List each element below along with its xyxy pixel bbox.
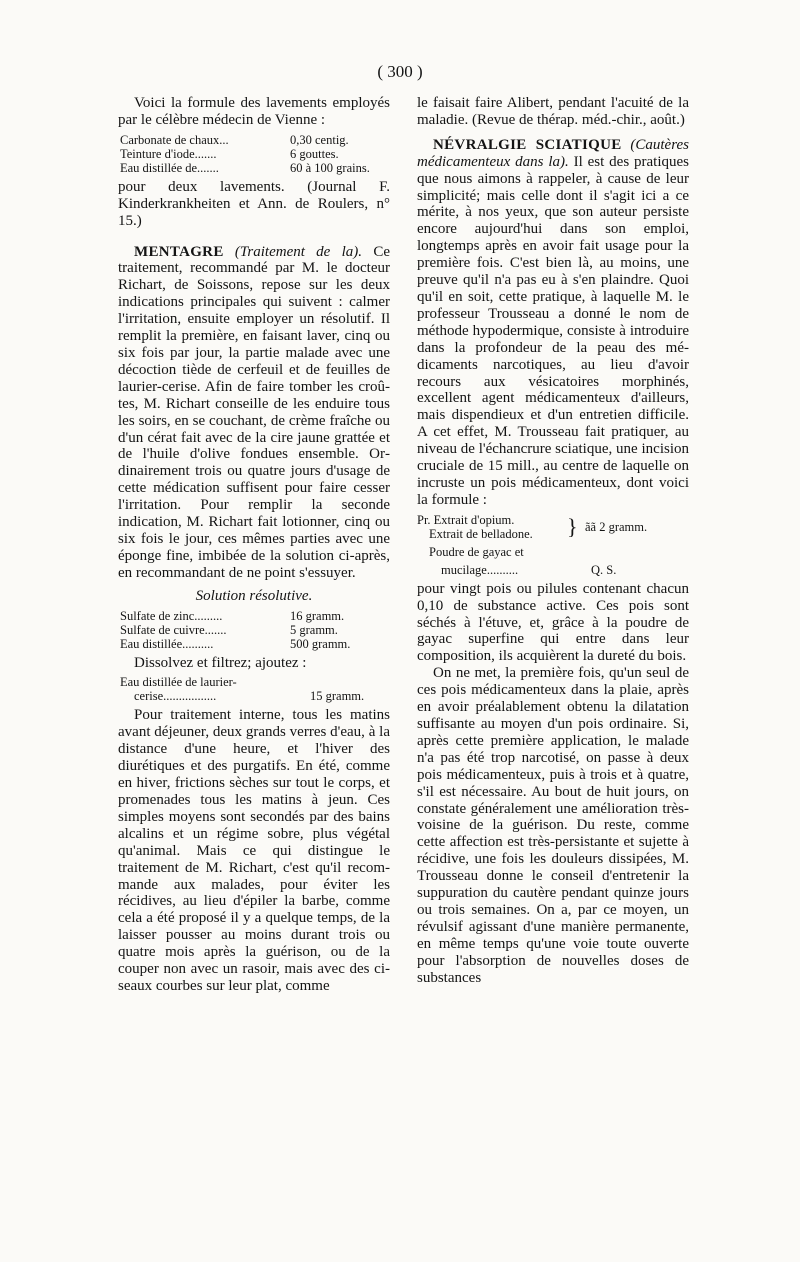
recipe-row: Teinture d'iode....... 6 gouttes.: [120, 146, 339, 161]
continuation-paragraph: le faisait faire Alibert, pendant l'acuité de la maladie. (Revue de thérap. méd.-chir., août.): [417, 95, 689, 128]
left-column: [118, 95, 390, 995]
nevralgie-article: [417, 137, 689, 509]
recipe-row: Eau distillée de....... 60 à 100 grains.: [120, 160, 370, 175]
page-number: ( 300 ): [377, 62, 423, 81]
recipe-row: Carbonate de chaux... 0,30 centig.: [120, 132, 349, 147]
mentagre-article: [118, 244, 390, 582]
recipe-lavement: [120, 133, 390, 175]
recipe-laurier: [120, 675, 390, 703]
recipe-row: Sulfate de cuivre....... 5 gramm.: [120, 622, 338, 637]
recipe-line: Pr. Extrait d'opium.: [417, 512, 515, 527]
mentagre-subtitle: (Traitement de la).: [223, 243, 363, 260]
after-recipe-paragraph: pour vingt pois ou pilules contenant chacun 0,10 de substance active. Ces pois sont séchés à l'étuve, et, grâce à la poudre de gayac superfine qui entre dans leur composition, ils acquièrent la dureté du bois.: [417, 580, 689, 665]
internal-treatment-paragraph: Pour traitement interne, tous les matins avant déjeuner, deux grands verres d'eau, à la distance d'une heure, et l'hiver des diurétiques et des purgatifs. En été, comme en hiver, frictions sèches sur tout le corps, et promenades tous les matins à jeun. Ces simples moyens sont secondés par des bains alcalins et un régime sobre, plus végétal qu'animal. Mais ce qui distingue le traitement de M. Richart, c'est qu'il recommande aux malades, pour éviter les récidives, au lieu d'épiler la barbe, comme cela a été proposé il y a quelque temps, de la laisser pousser au moins durant trois ou quatre mois après la guérison, ou de la couper non avec un rasoir, mais avec des ciseaux courbes sur leur plat, comme: [118, 707, 390, 994]
mentagre-body: Ce traitement, recommandé par M. le docteur Richart, de Soissons, repose sur les deux indications principales qui suivent : calmer l'irritation, ensuite employer un résolutif. Il remplit la première, en faisant laver, cinq ou six fois par jour, la partie malade avec une décoction tiède de cerfeuil et de feuilles de laurier-cerise. Afin de faire tomber les croûtes, M. Richart conseille de les enduire tous les soirs, en se couchant, de crème fraîche ou d'un cérat fait avec de la cire jaune grattée et de l'huile d'olive fondues ensemble. Ordinairement trois ou quatre jours d'usage de cette médication suffisent pour faire cesser l'irritation. Pour remplir la seconde indication, M. Richart fait lotionner, cinq ou six fois le jour, ces mêmes parties avec une éponge fine, imbibée de la solution ci-après, en recommandant de ne point s'essuyer.: [118, 243, 390, 581]
recipe-pois: [417, 513, 689, 541]
recipe-qty: ãã 2 gramm.: [585, 519, 648, 534]
dissolvez-line: Dissolvez et filtrez; ajoutez :: [134, 654, 307, 671]
recipe-row: Eau distillée.......... 500 gramm.: [120, 636, 351, 651]
nevralgie-subtitle: (Cautères médicamenteux dans la).: [417, 136, 689, 170]
solution-title: Solution résolutive.: [195, 587, 313, 604]
recipe-row: Sulfate de zinc......... 16 gramm.: [120, 608, 345, 623]
recipe-line: Eau distillée de laurier-: [120, 675, 237, 690]
brace-icon: }: [567, 513, 578, 539]
citation-paragraph: pour deux lavements. (Journal F. Kinderkrankheiten et Ann. de Roulers, n° 15.): [118, 178, 390, 229]
nevralgie-heading: NÉVRALGIE SCIATIQUE: [433, 136, 622, 153]
intro-paragraph: Voici la formule des lavements employés par le célèbre médecin de Vienne :: [118, 95, 390, 128]
recipe-line: Extrait de belladone.: [429, 526, 533, 541]
recipe-row: cerise................. 15 gramm.: [134, 689, 365, 704]
nevralgie-body: Il est des pratiques que nous aimons à rappeler, à cause de leur simplicité; mais celle dont il s'agit ici a ce mérite, à nos yeux, que son auteur persiste encore aujourd'hui dans son emploi, longtemps après en avoir fait usage pour la première fois. C'est bien là, au moins, une preuve qu'il n'a pas eu à s'en plaindre. Quoi qu'il en soit, cette pratique, à laquelle M. le professeur Trousseau a donné le nom de méthode hypodermique, consiste à introduire dans la profondeur de la peau des médicaments narcotiques, au lieu d'avoir recours aux vésicatoires morphinés, excellent agent médicamenteux d'ailleurs, mais dispendieux et d'un entretien difficile. A cet effet, M. Trousseau fait pratiquer, au niveau de l'échancrure sciatique, une incision cruciale de 15 mill., au centre de laquelle on incruste un pois médicamenteux, dont voici la formule :: [417, 153, 689, 508]
recipe-row: mucilage.......... Q. S.: [441, 562, 617, 577]
right-column: [417, 95, 689, 987]
mentagre-heading: MENTAGRE: [134, 243, 224, 260]
on-ne-met-paragraph: On ne met, la première fois, qu'un seul de ces pois médicamenteux dans la plaie, après en avoir préalablement obtenu la dilatation suffisante au moyen d'un pois ordinaire. Si, après cette première application, le malade n'a pas été trop narcotisé, on passe à deux pois médicamenteux, puis à trois et à quatre, s'il est nécessaire. Au bout de huit jours, on constate généralement une amélioration très-voisine de la guérison. Du reste, comme cette affection est très-persistante et sujette à récidive, une fois les douleurs dissipées, M. Trousseau donne le conseil d'entretenir la suppuration du cautère pendant quinze jours ou trois semaines. On a, par ce moyen, un révulsif agissant d'une manière permanente, en même temps qu'une voie toute ouverte pour l'absorption de nouvelles doses de substances: [417, 665, 689, 986]
recipe-solution: [120, 609, 390, 651]
recipe-line: Poudre de gayac et: [429, 544, 524, 559]
